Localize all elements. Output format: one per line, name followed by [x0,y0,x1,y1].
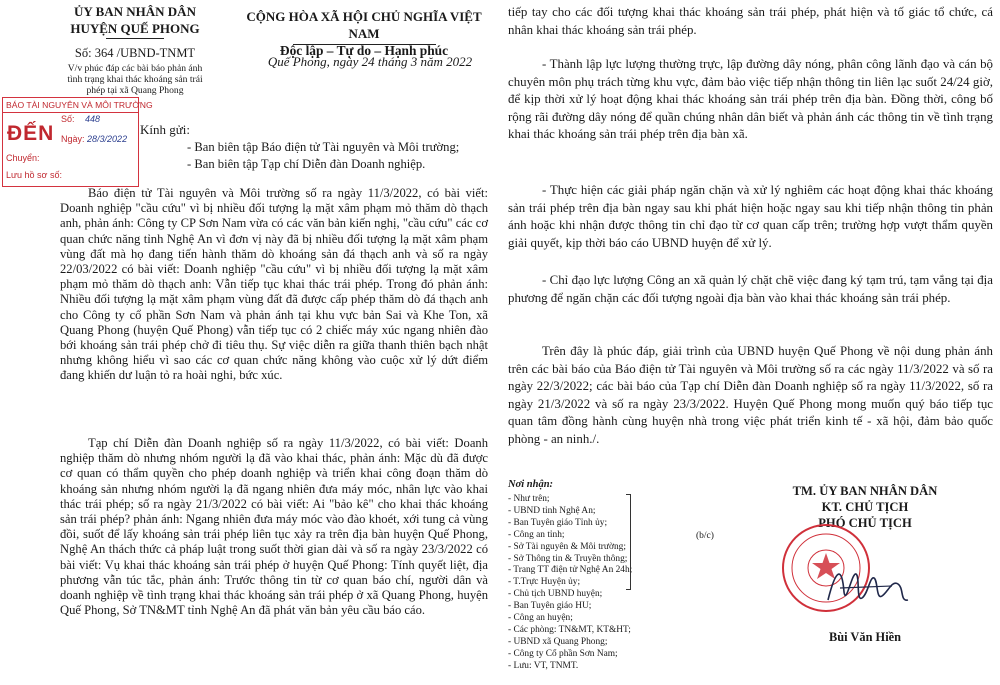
place-date: Quế Phong, ngày 24 tháng 3 năm 2022 [267,54,473,69]
agency-line2: HUYỆN QUẾ PHONG [70,21,200,36]
signature-line1: TM. ỦY BAN NHÂN DÂN [792,484,938,498]
recipients-brace [626,494,631,590]
left-paragraph-2: Tạp chí Diễn đàn Doanh nghiệp số ra ngày 11/3/2022, có bài viết: Doanh nghiệp thăm dò nhưng nhóm người lạ đã vào khai thác, phản ánh: Mặc dù đã được cơ quan có thẩm quyền cho phép doanh nghiệp và triển khai công đoạn thăm dò khoáng sản nhưng nhóm người lạ đã ngang nhiên đưa máy móc, nhân lực vào khai thác trái phép; số ra ngày 21/3/2022 có bài viết: Ai "bảo kê" cho khai thác khoáng sản trái phép? phản ánh: Ngang nhiên đưa máy móc vào đào khoét, xới tung cả vùng đồi, suốt để lấy khoáng sản trái phép liên tục xảy ra trên địa bàn huyện Quế Phong, Nghệ An thách thức cả pháp luật trong suốt thời gian dài và số ra ngày 23/3/2022 có bài viết: Vụ khai thác khoáng sản trái phép ở huyện Quế Phong: Tính quyết liệt, địa phương vẫn túc tắc, phản ánh: Trước thông tin từ cơ quan báo chí, người dân và doanh nghiệp về tình trạng khai thác khoáng sản trái phép ở xã Quang Phong, huyện Quế Phong, Sở TN&MT tỉnh Nghệ An đã phát văn bản yêu cầu báo cáo. [60,436,488,618]
recipient-item: - Như trên; [508,494,550,504]
addressee-label: Kính gửi: [140,122,191,137]
right-page [500,0,1000,685]
left-paragraph-1: Báo điện tử Tài nguyên và Môi trường số ra ngày 11/3/2022, có bài viết: Doanh nghiệp "cầu cứu" vì bị nhiều đối tượng lạ mặt xâm phạm mỏ thăm dò thạch anh, phản ánh: Công ty CP Sơn Nam vừa có các văn bản kiến nghị, "cầu cứu" các cơ quan chức năng tỉnh Nghệ An vì đơn vị này đã bị nhiều đối tượng lạ mặt xâm phạm vùng đất mà họ đang tiến hành thăm dò khoáng sản đá thạch anh và số ra ngày 22/03/2022 có bài viết: Doanh nghiệp "cầu cứu" vì bị nhiều đối tượng lạ mặt xâm phạm mỏ thăm dò thạch anh: Vẫn tiếp tục khai thác trái phép. Trong đó phản ánh: Nhiều đối tượng lạ mặt xâm phạm vùng đất đã được cấp phép thăm dò đá thạch anh cho Công ty cổ phần Sơn Nam và phản ánh tại khu vực bản Sai và Khe Ton, xã Quang Phong (huyện Quế Phong) vẫn tiếp tục có 2 chiếc máy xúc ngang nhiên đào bới khoáng sản trái phép chở đi tiêu thụ. Sự việc diễn ra giữa thanh thiên bạch nhật nhưng không hiểu vì sao các cơ quan chức năng không vào cuộc xử lý dứt điểm đang khiến dư luận tỏ ra hoài nghi, bức xúc. [60,186,488,383]
recipient-item: - Lưu: VT, TNMT. [508,660,579,671]
received-stamp-word: ĐẾN [7,122,55,145]
stamp-chuyen-label: Chuyển: [6,153,40,163]
recipient-item: - Sở Thông tin & Truyền thông; [508,553,628,564]
stamp-so-label: Số: [61,114,75,124]
doc-number: Số: 364 /UBND-TNMT [74,46,196,60]
stamp-date-label: Ngày: [61,134,85,144]
recipient-item: - Các phòng: TN&MT, KT&HT; [508,624,631,635]
recipient-item: - UBND tỉnh Nghệ An; [508,505,596,516]
right-paragraph-4: Trên đây là phúc đáp, giải trình của UBND huyện Quế Phong về nội dung phản ánh trên các bài báo của Báo điện tử Tài nguyên và Môi trường số ra các ngày 11/3/2022 và số ra ngày 22/3/2022; các bài báo của Tạp chí Diễn đàn Doanh nghiệp số ra ngày 11/3/2022, số ra ngày 21/3/2022 và số ra ngày 23/3/2022. Huyện Quế Phong mong muốn quý báo tiếp tục quan tâm đồng hành cùng huyện nhà trong việc phát triển kinh tế - xã hội, đảm bảo quốc phòng - an ninh./. [508,344,993,446]
recipients-bc: (b/c) [696,531,714,541]
received-stamp-org: BÁO TÀI NGUYÊN VÀ MÔI TRƯỜNG [3,98,138,113]
recipient-item: - Sở Tài nguyên & Môi trường; [508,541,626,552]
recipient-item: - Ban Tuyên giáo Tỉnh ủy; [508,517,608,528]
nation-block [233,8,495,59]
recipient-item: - T.Trực Huyện ủy; [508,577,581,588]
signature-line3: PHÓ CHỦ TỊCH [818,516,912,530]
recipient-item: - Công ty Cổ phần Sơn Nam; [508,648,618,659]
agency-block [40,3,230,37]
agency-line1: ỦY BAN NHÂN DÂN [74,4,196,19]
right-paragraph-0: tiếp tay cho các đối tượng khai thác khoáng sản trái phép, phát hiện và tố giác tổ chức, cá nhân khai thác khoáng sản trái phép. [508,5,993,37]
nation-rule [293,44,436,45]
recipients-label: Nơi nhận: [508,479,554,490]
recipient-item: - UBND xã Quang Phong; [508,636,608,647]
nation-line2: Độc lập – Tự do – Hạnh phúc [279,43,449,58]
agency-rule [106,38,164,39]
stamp-date-value: 28/3/2022 [87,134,128,144]
signature-line2: KT. CHỦ TỊCH [821,500,909,514]
addressee-item: - Ban biên tập Tạp chí Diễn đàn Doanh nghiệp. [187,157,426,171]
left-page [0,0,495,685]
right-paragraph-3: - Chỉ đạo lực lượng Công an xã quản lý chặt chẽ việc đang ký tạm trú, tạm vắng tại địa phương để ngăn chặn các đối tượng ngoài địa bàn vào khai thác khoáng sản trái phép. [508,273,993,305]
stamp-so-value: 448 [85,114,101,124]
right-paragraph-1: - Thành lập lực lượng thường trực, lập đường dây nóng, phân công lãnh đạo và cán bộ chuyên môn phụ trách từng khu vực, đảm bảo việc tiếp nhận thông tin liên lạc suốt 24/24 giờ, để kịp thời xử lý hoạt động khai thác khoáng sản trái phép trên địa bàn. Đồng thời, công bố rộng rãi đường dây nóng để quần chúng nhân dân biết và phản ánh các thông tin về tình trạng khai thác khoáng sản trái phép trên địa bàn xã. [508,57,993,142]
recipient-item: - Ban Tuyên giáo HU; [508,601,592,612]
signature-scribble-icon [822,562,914,610]
right-paragraph-2: - Thực hiện các giải pháp ngăn chặn và xử lý nghiêm các hoạt động khai thác khoáng sản trái phép trên địa bàn ngay sau khi phát hiện hoặc ngay sau khi tiếp nhận thông tin phản ánh hoặc khi nhận được thông tin chỉ đạo từ cơ quan cấp trên; trường hợp vượt thẩm quyền giải quyết, kịp thời báo cáo UBND huyện để xử lý. [508,183,993,250]
stamp-luu-label: Lưu hồ sơ số: [6,170,62,180]
recipient-item: - Trang TT điện tử Nghệ An 24h; [508,565,633,576]
recipient-item: - Chủ tịch UBND huyện; [508,589,603,600]
recipients-list [508,494,632,673]
addressee-list [187,139,459,173]
recipient-item: - Công an tỉnh; [508,529,565,540]
addressee-item: - Ban biên tập Báo điện tử Tài nguyên và Môi trường; [187,140,460,154]
signature-titles [730,483,1000,531]
signer-name: Bùi Văn Hiền [828,630,902,644]
doc-subject: V/v phúc đáp các bài báo phản ánh tình trạng khai thác khoáng sản trái phép tại xã Quang Phong [67,63,203,96]
nation-line1: CỘNG HÒA XÃ HỘI CHỦ NGHĨA VIỆT NAM [246,9,482,41]
recipient-item: - Công an huyện; [508,613,573,624]
received-stamp [2,97,153,187]
